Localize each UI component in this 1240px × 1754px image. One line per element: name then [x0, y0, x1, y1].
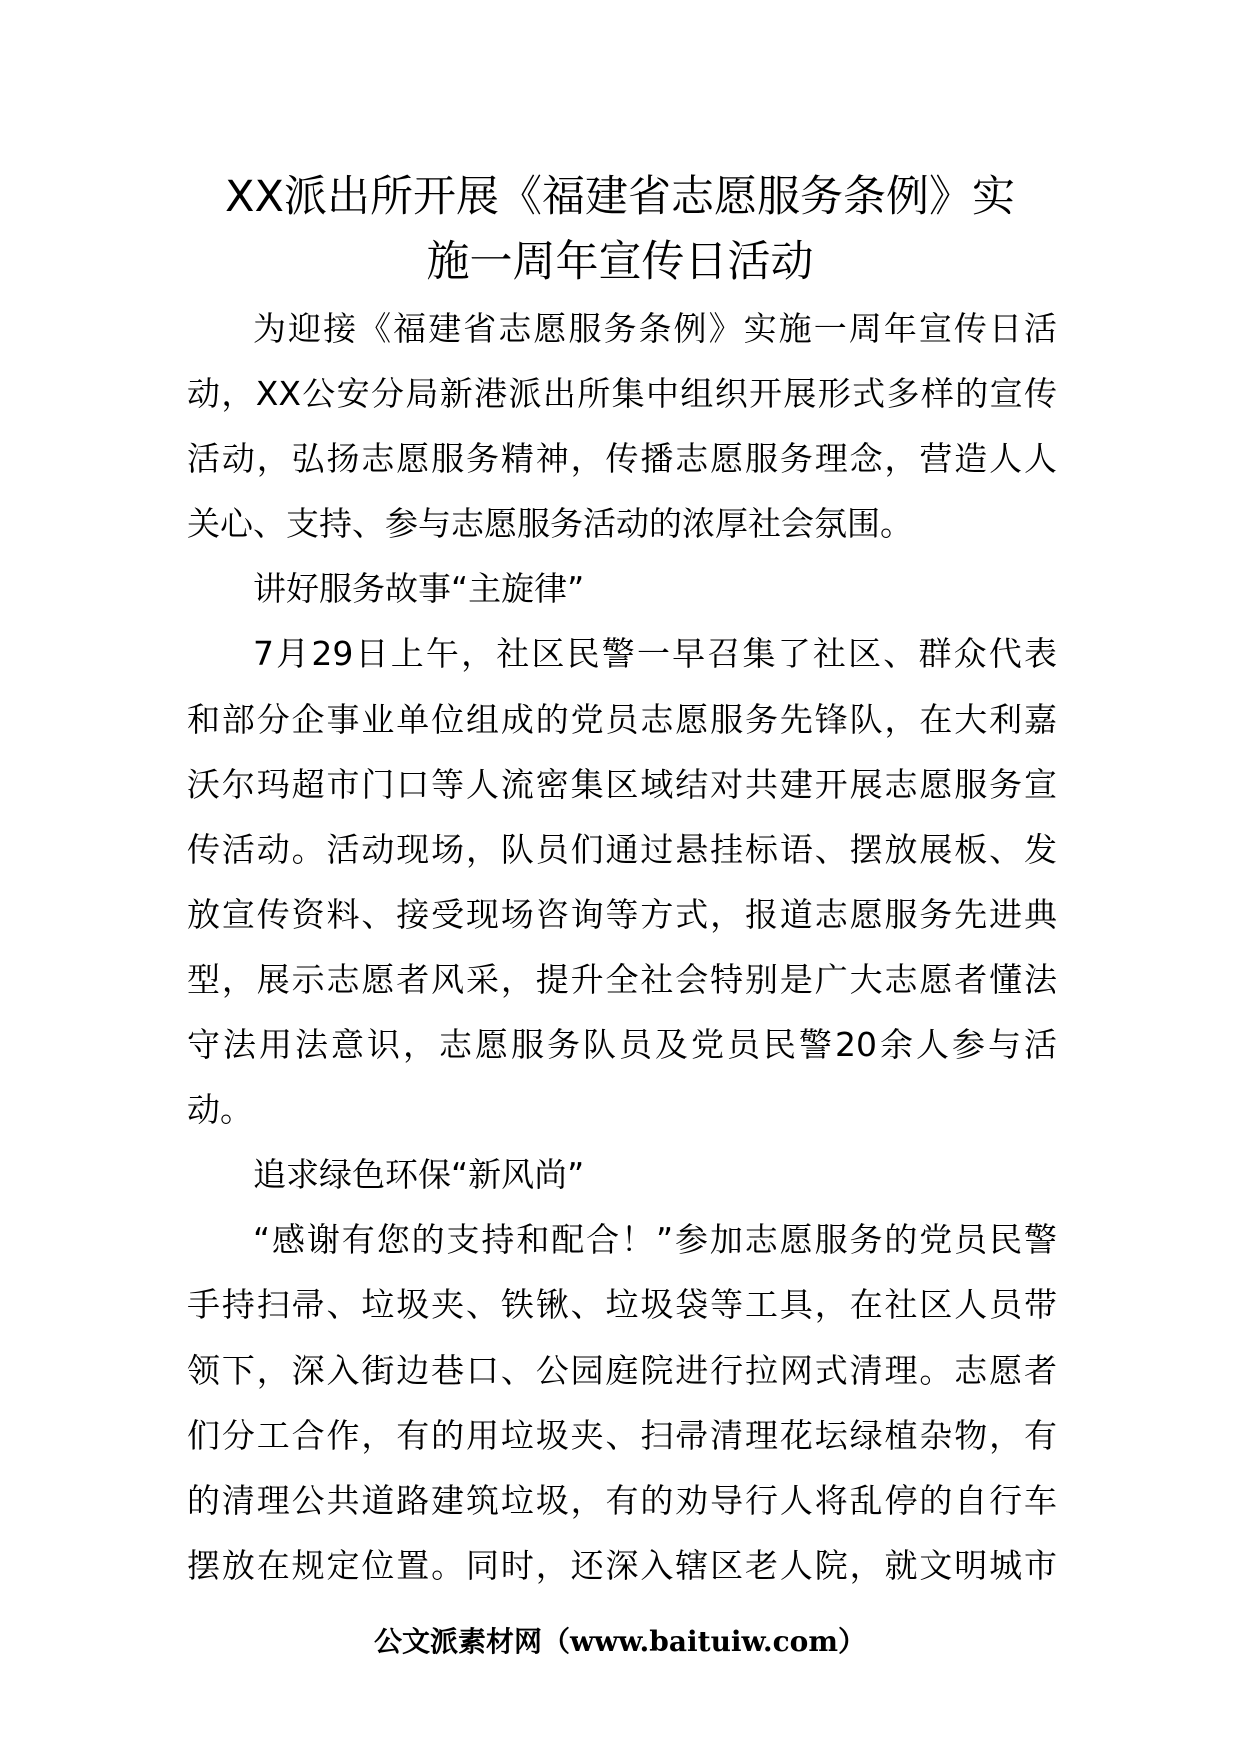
document-title-line-1: XX派出所开展《福建省志愿服务条例》实	[225, 172, 1015, 222]
body-line: 型，展示志愿者风采，提升全社会特别是广大志愿者懂法	[187, 959, 1057, 999]
body-line: 们分工合作，有的用垃圾夹、扫帚清理花坛绿植杂物，有	[187, 1415, 1057, 1455]
body-line: 7月29日上午，社区民警一早召集了社区、群众代表	[253, 634, 1057, 674]
body-line: 动。	[187, 1090, 253, 1130]
body-line: 沃尔玛超市门口等人流密集区域结对共建开展志愿服务宣	[187, 764, 1057, 804]
document-title-line-2: 施一周年宣传日活动	[426, 237, 814, 287]
body-line: 手持扫帚、垃圾夹、铁锹、垃圾袋等工具，在社区人员带	[187, 1285, 1057, 1325]
document-body	[187, 296, 1057, 1598]
body-line: 和部分企事业单位组成的党员志愿服务先锋队，在大利嘉	[187, 699, 1057, 739]
footer-watermark: 公文派素材网（www.baituiw.com）	[374, 1625, 866, 1658]
body-line: 追求绿色环保“新风尚”	[253, 1155, 585, 1195]
body-line: 关心、支持、参与志愿服务活动的浓厚社会氛围。	[187, 504, 913, 544]
body-line: 的清理公共道路建筑垃圾，有的劝导行人将乱停的自行车	[187, 1480, 1057, 1520]
body-line: 守法用法意识，志愿服务队员及党员民警20余人参与活	[187, 1025, 1057, 1065]
body-line: 摆放在规定位置。同时，还深入辖区老人院，就文明城市	[187, 1545, 1057, 1585]
body-line: 领下，深入街边巷口、公园庭院进行拉网式清理。志愿者	[187, 1350, 1057, 1390]
body-line: “感谢有您的支持和配合！”参加志愿服务的党员民警	[253, 1220, 1057, 1260]
body-line: 活动，弘扬志愿服务精神，传播志愿服务理念，营造人人	[187, 439, 1057, 479]
body-line: 传活动。活动现场，队员们通过悬挂标语、摆放展板、发	[187, 829, 1057, 869]
body-line: 动，XX公安分局新港派出所集中组织开展形式多样的宣传	[187, 374, 1057, 414]
body-line: 讲好服务故事“主旋律”	[253, 569, 585, 609]
body-line: 放宣传资料、接受现场咨询等方式，报道志愿服务先进典	[187, 894, 1057, 934]
body-line: 为迎接《福建省志愿服务条例》实施一周年宣传日活	[253, 309, 1057, 348]
